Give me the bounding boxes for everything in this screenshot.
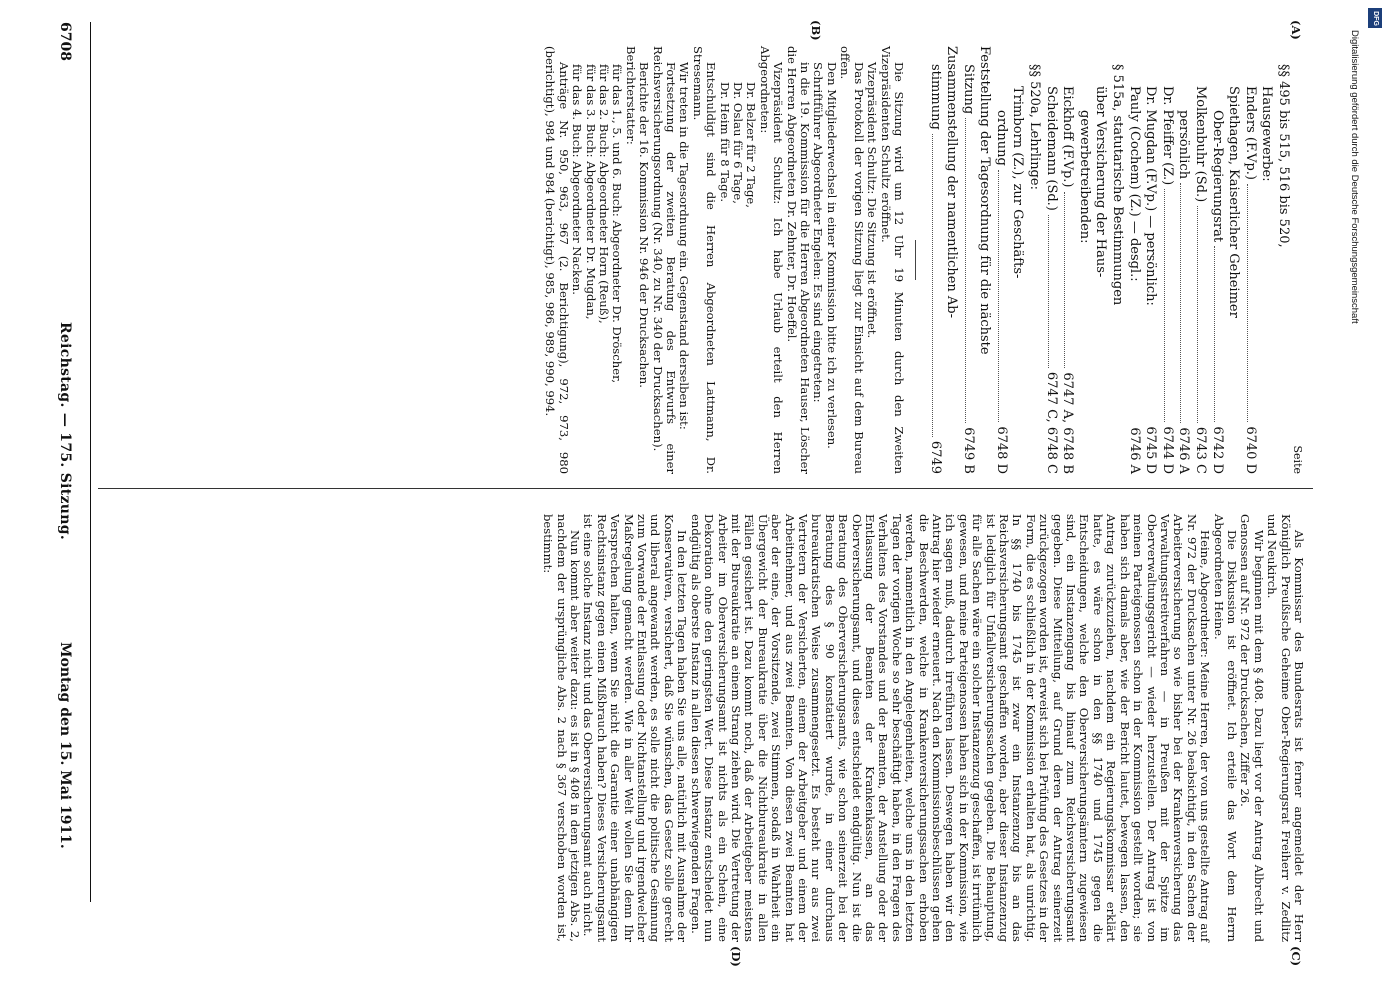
margin-marker-c: (C) [1289, 946, 1303, 967]
toc-entry-text: Trimborn (Z.), zur Geschäfts- [1010, 86, 1026, 279]
toc-page-ref: 6746 A [1176, 427, 1192, 474]
toc-row [1208, 46, 1225, 474]
dfg-logo: DFG [1368, 8, 1382, 28]
text-paragraph: Vizepräsident Schultz: Ich habe Urlaub erteilt den Herren Abgeordneten: [757, 46, 786, 474]
text-paragraph: Die Sitzung wird um 12 Uhr 19 Minuten durch den Zweiten Vizepräsidenten Schultz eröffnet. [878, 46, 906, 474]
toc-row [1258, 46, 1275, 474]
toc-leader-dots [1064, 192, 1066, 369]
toc-leader-dots [1197, 206, 1199, 423]
toc-row [1142, 46, 1159, 474]
section-separator [915, 240, 916, 280]
text-paragraph: In den letzten Tagen haben Sie uns alle, natürlich mit Ausnahme der Konservativen, versichert, daß Sie wünschen, das Gesetz solle gerecht und liberal angewandt werden, es solle nicht die politische Gesinnung zum Vorwande der Entlassung oder Nichtanstellung und irgendwelcher Maßregelung gemacht werden. Wie in aller Welt wollen Sie denn Ihr Versprechen halten, wenn Sie nicht die Garantie einer unabhängigen Rechtsinstanz gegen einen Mißbrauch haben? Dieses Versicherungsamt ist eine solche Instanz nicht und das Oberversicherungsamt auch nicht. [581, 514, 690, 942]
session-date: Montag den 15. Mai 1911. [57, 642, 73, 849]
toc-entry-text: Scheidemann (Sd.) [1043, 86, 1059, 211]
page-header [51, 22, 73, 902]
toc-row [1009, 46, 1026, 474]
right-body-text [541, 514, 1305, 942]
toc-page-ref: 6748 D [993, 426, 1009, 474]
text-paragraph: für das 3. Buch: Abgeordneter Dr. Mugdan, [583, 64, 598, 320]
text-paragraph: Entschuldigt sind die Herren Abgeordneten Lattmann, Dr. Stresemann. [690, 46, 719, 474]
toc-row [1042, 46, 1059, 474]
session-title: Reichstag. — 175. Sitzung. [57, 322, 73, 541]
toc-row [926, 46, 943, 474]
text-paragraph: Als Kommissar des Bundesrats ist ferner angemeldet der Herr Königlich Preußische Geheime Ober-Regierungsrat Freiherr v. Zedlitz und Neukirch. [1265, 514, 1306, 942]
toc-row [976, 46, 993, 474]
toc-seite-label: Seite [1291, 445, 1304, 474]
toc-leader-dots [1048, 215, 1050, 368]
toc-entry-text: Molkenbuhr (Sd.) [1193, 86, 1209, 203]
text-paragraph: Anträge Nr. 950, 963, 967 (2. Berichtigung), 972, 973, 980 (berichtigt), 984 und 984 (berichtigt), 985, 986, 989, 990, 994. [543, 46, 571, 474]
digitization-credit: Digitalisierung gefördert durch die Deutsche Forschungsgemeinschaft [1349, 30, 1360, 324]
text-paragraph: Berichterstatter: [623, 46, 638, 145]
text-paragraph: Berichte der 16. Kommission Nr. 946 der Drucksachen. [637, 62, 652, 388]
text-paragraph: Nun kommt aber weiter dazu: es ist in § 408 in dem jetzigen Abs. 2, nachdem der ursprüngliche Abs. 2 nach § 367 verschoben worden ist, bestimmt: [541, 514, 583, 942]
toc-entry-text: Eickhoff (F.Vp.) [1060, 86, 1076, 188]
header-rule [90, 22, 91, 902]
margin-marker-a: (A) [1289, 20, 1303, 40]
page-number: 6708 [57, 22, 73, 61]
column-divider [98, 488, 1313, 489]
toc-leader-dots [932, 134, 934, 437]
toc-entry-text: stimmung [927, 64, 943, 130]
toc-entry-text: §§ 520a, Lehrlinge: [1027, 64, 1043, 190]
text-paragraph: in die 19. Kommission für die Herren Abgeordneten Hauser, Löscher die Herren Abgeordneten Dr. Zehnter, Dr. Hoeffel. [784, 46, 813, 474]
toc-entry-text: Dr. Mugdan (F.Vp.) — persönlich: [1143, 86, 1159, 306]
toc-page-ref: 6742 D [1209, 426, 1225, 474]
text-paragraph: Heine, Abgeordneter: Meine Herren, der von uns gestellte Antrag auf Nr. 972 der Drucksachen unter Nr. 26 beabsichtigt, in den Sachen der Arbeiterversicherung so wie bisher bei der Krankenversicherung das Verwaltungsstreitverfahren — in Preußen mit der Spitze im Oberverwaltungsgericht — wieder herzustellen. Der Antrag ist von meinen Parteigenossen schon in der Kommission gestellt worden; sie haben sich damals aber, wie der Bericht lautet, bewegen lassen, den Antrag zurückzuziehen, nachdem ein Regierungskommissar erklärt hatte, es wäre schon in den §§ 1740 und 1745 gegen die Entscheidungen, welche den Oberversicherungsämtern zugewiesen sind, ein Instanzengang bis hinauf zum Reichsversicherungsamt gegeben. Diese Mitteilung, auf Grund deren der Antrag seinerzeit zurückgezogen worden ist, erweist sich bei Prüfung des Gesetzes in der Form, die es schließlich in der Kommission erhalten hat, als unrichtig. In §§ 1740 bis 1745 ist zwar ein Instanzenzug bis an das Reichsversicherungsamt geschaffen worden, aber dieser Instanzenzug ist lediglich für Unfallversicherungssachen gegeben. Die Behauptung, für alle Sachen wäre ein solcher Instanzenzug geschaffen, ist irrtümlich gewesen, und meine Parteigenossen haben sich in der Kommission, wie ich sagen muß, dadurch irreführen lassen. Deswegen haben wir den Antrag hier wieder erneuert. Nach den Kommissionsbeschlüssen gehen die Beschwerden, welche in Krankenversicherungssachen erhoben werden, namentlich in den Angelegenheiten, welche uns in den letzten Tagen der vorigen Woche so sehr beschäftigt haben, in den Fragen des Verhaltens des Vorstandes und der Beamten, der Anstellung oder der Entlassung der Beamten der Krankenkassen, an das Oberversicherungsamt, und dieses entscheidet endgültig. Nun ist die Beratung des Oberversicherungsamts, wie schon seinerzeit bei der Beratung des § 90 konstatiert wurde, in einer durchaus bureaukratischen Weise zusammengesetzt. Es besteht nur aus zwei Vertretern der Versicherten, einem der Arbeitgeber und einem der Arbeitnehmer, und aus zwei Beamten. Von diesen zwei Beamten hat aber der eine, der Vorsitzende, zwei Stimmen, sodaß in Wahrheit ein Übergewicht der Bureaukratie über die Nichtbureaukratie in allen Fällen gesichert ist. Dazu kommt noch, daß der Arbeitgeber meistens mit der Bureaukratie an einem Strang ziehen wird. Die Vertretung der Arbeiter im Oberversicherungsamt ist nichts als ein Schein, eine Dekoration ohne den geringsten Wert. Diese Instanz entscheidet nun endgültig als oberste Instanz in allen diesen schwerwiegenden Fragen. [688, 514, 1213, 942]
toc-entry-text: Enders (F.Vp.) [1242, 86, 1258, 181]
toc-entry-text: Dr. Pfeiffer (Z.) [1159, 86, 1175, 186]
left-column [543, 46, 1305, 474]
text-paragraph: Den Mitgliederwechsel in einer Kommission bitte ich zu verlesen. [824, 62, 839, 449]
toc-page-ref: 6749 B [960, 427, 976, 474]
toc-row [1225, 46, 1242, 474]
toc-row [1191, 46, 1208, 474]
toc-leader-dots [1247, 184, 1249, 422]
text-paragraph: Wir treten in die Tagesordnung ein. Gegenstand derselben ist: [677, 62, 692, 430]
toc-page-ref: 6747 A, 6748 B [1060, 372, 1076, 474]
toc-row [1075, 46, 1092, 474]
toc-leader-dots [1164, 189, 1166, 422]
text-paragraph: für das 2. Buch: Abgeordneter Horn (Reuß), [597, 64, 611, 324]
toc-page-ref: 6749 [927, 440, 943, 474]
text-paragraph: Fortsetzung der zweiten Beratung des Entwurfs einer Reichsversicherungsordnung (Nr. 340, zu Nr. 340 der Drucksachen). [650, 46, 679, 474]
margin-marker-b: (B) [809, 20, 823, 41]
toc-row [1175, 46, 1192, 474]
toc-page-ref: 6740 D [1242, 426, 1258, 474]
text-paragraph: Die Diskussion ist eröffnet. Ich erteile das Wort dem Herrn Abgeordneten Heine. [1211, 514, 1239, 942]
margin-marker-d: (D) [729, 946, 743, 967]
toc-row [1092, 46, 1109, 474]
toc-entry-text: §§ 495 bis 515, 516 bis 520, [1276, 64, 1291, 248]
text-paragraph: Schriftführer Abgeordneter Engelen: Es sind eingetreten: [811, 62, 826, 403]
text-paragraph: für das 1., 5. und 6. Buch: Abgeordneter Dr. Dröscher, [610, 64, 625, 384]
toc-row [959, 46, 976, 474]
toc-row [943, 46, 960, 474]
text-paragraph: Dr. Oslau für 6 Tage, [731, 82, 746, 204]
toc-page-ref: 6747 C, 6748 C [1043, 371, 1059, 474]
toc-row [1274, 46, 1291, 474]
toc-row [1158, 46, 1175, 474]
toc-entry-text: Spiethagen, Kaiserlicher Geheimer [1226, 86, 1242, 318]
toc-row [1108, 46, 1125, 474]
toc-leader-dots [965, 118, 967, 423]
text-paragraph: Dr. Heim für 8 Tage. [717, 82, 732, 203]
left-body-text [543, 46, 905, 474]
toc-row [1125, 46, 1142, 474]
text-paragraph: Wir beginnen mit dem § 408. Dazu liegt vor der Antrag Albrecht und Genossen auf Nr. 972 der Drucksachen, Ziffer 26. [1238, 514, 1266, 942]
toc-page-ref: 6746 A [1126, 427, 1142, 474]
toc-leader-dots [998, 170, 1000, 423]
text-paragraph: Das Protokoll der vorigen Sitzung liegt zur Einsicht auf dem Bureau offen. [838, 46, 866, 474]
toc-row [1059, 46, 1076, 474]
right-column [541, 514, 1305, 942]
toc-entry-text: Hausgewerbe: [1259, 86, 1275, 182]
toc-entry-text: Zusammenstellung der namentlichen Ab- [944, 46, 960, 319]
toc-entry-text: gewerbetreibenden: [1076, 110, 1092, 244]
toc-row [1026, 46, 1043, 474]
toc-entry-text: über Versicherung der Haus- [1093, 86, 1109, 278]
toc-leader-dots [1214, 246, 1216, 422]
toc-leader-dots [1180, 183, 1182, 423]
toc-page-ref: 6743 C [1193, 426, 1209, 474]
toc-entry-text: Sitzung [960, 64, 976, 115]
text-paragraph: für das 4. Buch: Abgeordneter Nacken. [570, 64, 585, 295]
text-paragraph: Vizepräsident Schultz: Die Sitzung ist eröffnet. [865, 62, 880, 339]
toc-page-ref: 6744 D [1159, 426, 1175, 474]
toc-entry-text: ordnung [993, 110, 1009, 166]
toc-entry-text: § 515a, statutarische Bestimmungen [1110, 64, 1126, 306]
toc-page-ref: 6745 D [1143, 426, 1159, 474]
text-paragraph: Dr. Belzer für 2 Tage, [744, 82, 759, 208]
toc-entry-text: Ober-Regierungsrat [1209, 110, 1225, 243]
toc-entry-text: Pauly (Cochem) (Z.) — desgl.: [1126, 86, 1142, 282]
toc-entry-text: Feststellung der Tagesordnung für die nächste [977, 46, 993, 355]
toc-row [992, 46, 1009, 474]
table-of-contents [926, 46, 1305, 474]
toc-row [1241, 46, 1258, 474]
toc-entry-text: persönlich [1176, 110, 1192, 180]
